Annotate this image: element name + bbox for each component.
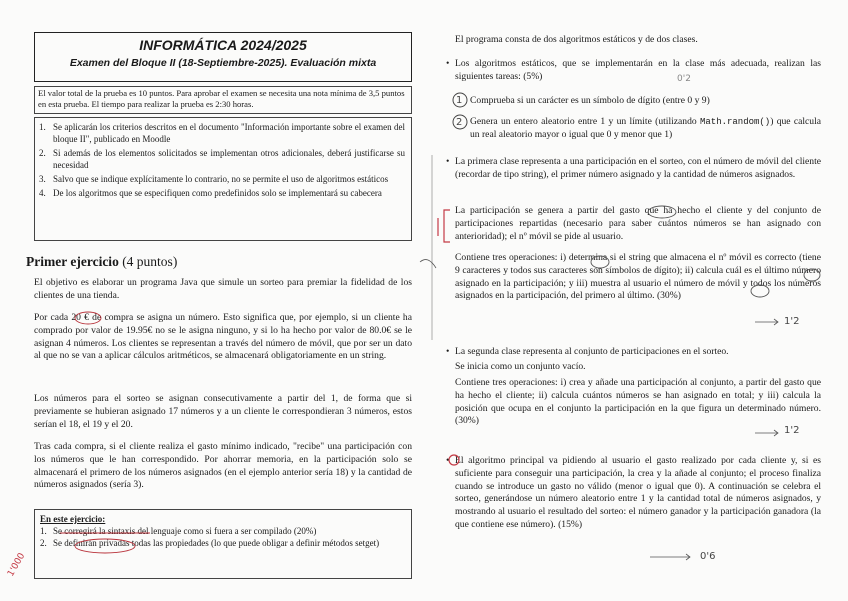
right-intro: El programa consta de dos algoritmos estáticos y de dos clases. — [455, 34, 698, 45]
exercise-number: 2. — [40, 538, 47, 548]
rule-text: Salvo que se indique explícitamente lo contrario, no se permite el uso de algoritmos estáticos — [53, 174, 389, 184]
rule-number: 1. — [39, 122, 46, 132]
arrow-score-main — [650, 554, 690, 560]
static-algo-2-code: Math.random() — [700, 117, 771, 127]
section-points: (4 puntos) — [122, 254, 178, 269]
left-paragraph-assignment: Por cada 20 € de compra se asigna un número. Esto significa que, por ejemplo, si un cliente ha comprado por valor de 19.95€ no se le asigna ninguno, y si lo ha hecho por valor de 80.0€ se le asignan 4 números. Los clientes se representan a través del número de móvil, que por ser un dato al que no se van a aplicar cálculos aritméticos, se almacenará obligatoriamente en un string. — [34, 312, 412, 362]
class1-intro-text: La primera clase representa a una participación en el sorteo, con el número de móvil del cliente (recordar de tipo string), el primer número asignado y la cantidad de números asignados. — [455, 156, 821, 180]
circled-mark-1: 1 — [456, 95, 463, 106]
exercise-box — [34, 509, 412, 579]
class2-operations: Contiene tres operaciones: i) crea y añade una participación al conjunto, a partir del gasto que ha hecho el cliente; ii) calcula cuántos números se han asignado en total; y iii) calcula la posición que ocupa en el conjunto la participación en la que figura un determinado número. (30%) — [455, 377, 821, 427]
score-class2: 1'2 — [784, 425, 800, 436]
arrow-score-class2 — [755, 430, 778, 436]
rules-list — [39, 121, 405, 199]
main-algorithm-text: El algoritmo principal va pidiendo al usuario el gasto realizado por cada cliente y, si es suficiente para conseguir una participación, la crea y la añade al conjunto; el proceso finaliza cuando se introduce un gasto no válido (menor o igual que 0). A continuación se celebra el sorteo, generándose un número aleatorio entre 1 y la cantidad total de números asignados, y mostrando al usuario el resultado del sorteo: el número ganador y la participación ganadora (la que contiene ese número). (15%) — [455, 455, 821, 530]
section-title-text: Primer ejercicio — [26, 254, 119, 269]
bullet-icon: • — [446, 346, 450, 357]
rule-item — [39, 187, 405, 199]
bullet-icon: • — [446, 58, 450, 69]
score-class1: 1'2 — [784, 316, 800, 327]
score-main: 0'6 — [700, 551, 716, 562]
circled-mark-2: 2 — [456, 117, 463, 128]
exercise-item — [40, 525, 406, 537]
rule-number: 4. — [39, 188, 46, 198]
class1-generation: La participación se genera a partir del gasto que ha hecho el cliente y del conjunto de participaciones repartidas (necesario para saber cuántos números se han asignado con anterioridad); el nº móvil se pide al usuario. — [455, 205, 821, 242]
exercise-title: En este ejercicio: — [40, 514, 106, 524]
rule-text: Se aplicarán los criterios descritos en el documento "Información importante sobre el examen del bloque II", publicado en Moodle — [53, 122, 405, 144]
exercise-text: Se definirán privadas todas las propiedades (lo que puede obligar a definir métodos setget) — [53, 538, 380, 548]
exercise-number: 1. — [40, 526, 47, 536]
left-paragraph-objective: El objetivo es elaborar un programa Java que simule un sorteo para premiar la fidelidad de los clientes de una tienda. — [34, 277, 412, 301]
rule-text: Si además de los elementos solicitados se implementan otros adicionales, deberá justificarse su necesidad — [53, 148, 405, 170]
static-algo-1 — [470, 95, 821, 108]
pencil-curl — [420, 260, 436, 268]
static-algo-1-text: Comprueba si un carácter es un símbolo de dígito (entre 0 y 9) — [470, 95, 710, 106]
static-algorithms-intro — [446, 58, 821, 84]
static-algo-2-text-b: ) que calcula un real aleatorio mayor o igual que 0 y menor que 1) — [470, 116, 821, 140]
rule-number: 3. — [39, 174, 46, 184]
main-algorithm — [446, 455, 821, 532]
red-bracket — [444, 210, 450, 242]
static-algo-2-text-a: Genera un entero aleatorio entre 1 y un límite (utilizando — [470, 116, 700, 127]
left-paragraph-numbering: Los números para el sorteo se asignan consecutivamente a partir del 1, de forma que si previamente se hubieran asignado 17 números y a un cliente le correspondieran 3 números, estos serían el 18, el 19 y el 20. — [34, 393, 412, 430]
class2-intro — [446, 346, 821, 359]
exam-header-box — [34, 32, 412, 82]
rule-text: De los algoritmos que se especifiquen como predefinidos solo se implementará su cabecera — [53, 188, 382, 198]
rule-number: 2. — [39, 148, 46, 158]
bullet-icon: • — [446, 156, 450, 167]
exam-intro-box — [34, 86, 412, 114]
rule-item — [39, 147, 405, 171]
exercise-list — [40, 525, 406, 549]
class2-intro-text: La segunda clase representa al conjunto de participaciones en el sorteo. — [455, 346, 729, 357]
arrow-score-class1 — [755, 319, 778, 325]
exercise-text: Se corregirá la sintaxis del lenguaje como si fuera a ser compilado (20%) — [53, 526, 317, 536]
class1-operations: Contiene tres operaciones: i) determina si el string que almacena el nº móvil es correcto (tiene 9 caracteres y todos sus caracteres son símbolos de dígito); ii) calcula cuál es el último número asignado en la participación; y iii) muestra al usuario el número de móvil y todos los números asignados en la participación, del primero al último. (30%) — [455, 252, 821, 302]
bullet-icon: • — [446, 455, 450, 466]
rule-item — [39, 173, 405, 185]
left-paragraph-participation: Tras cada compra, si el cliente realiza el gasto mínimo indicado, "recibe" una participación con los números que le han correspondido. Por ahorrar memoria, en la participación solo se almacenará el primero de los números asignados (en el ejemplo anterior sería 18) y la cantidad de números asignados (sería 3). — [34, 441, 412, 491]
class1-intro — [446, 156, 821, 182]
exercise-item — [40, 537, 406, 549]
exam-title: INFORMÁTICA 2024/2025 — [139, 37, 307, 53]
static-intro-text: Los algoritmos estáticos, que se implementarán en la clase más adecuada, realizan las siguientes tareas: (5%) — [455, 58, 821, 82]
rules-box — [34, 117, 412, 241]
margin-score-note: 1'000 — [6, 551, 28, 579]
side-score-note: 0'2 — [677, 74, 691, 84]
static-algo-2 — [470, 116, 821, 142]
rule-item — [39, 121, 405, 145]
exam-subtitle: Examen del Bloque II (18-Septiembre-2025). Evaluación mixta — [69, 57, 377, 69]
class2-init: Se inicia como un conjunto vacío. — [455, 361, 586, 372]
section-title — [26, 254, 177, 270]
exam-intro-text: El valor total de la prueba es 10 puntos. Para aprobar el examen se necesita una nota mínima de 3,5 puntos en esta prueba. El tiempo para realizar la prueba es 2:30 horas. — [38, 88, 405, 109]
